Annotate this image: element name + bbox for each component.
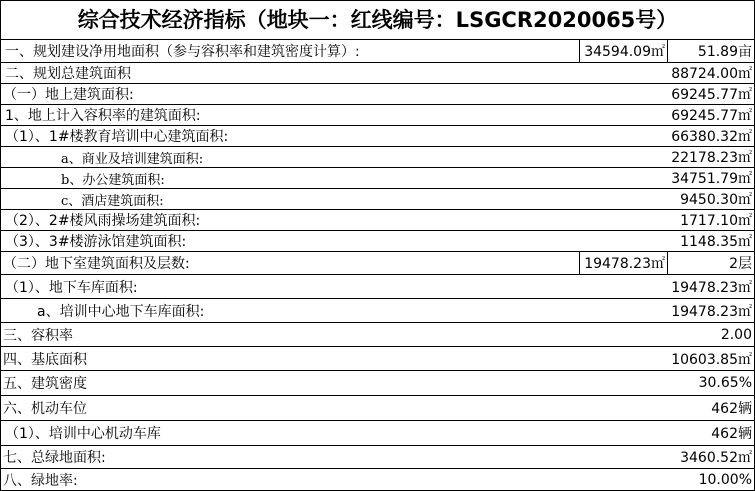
row-value: 9450.30㎡ bbox=[680, 192, 752, 208]
table-row bbox=[1, 323, 754, 347]
table-row bbox=[1, 40, 754, 63]
table-row bbox=[1, 231, 754, 252]
row-value: 69245.77㎡ bbox=[671, 108, 752, 124]
table-row bbox=[1, 63, 754, 84]
row-label: （2）、2#楼风雨操场建筑面积: bbox=[5, 213, 201, 229]
table-row bbox=[1, 210, 754, 231]
row-label: 八、绿地率: bbox=[3, 473, 78, 489]
row-label: c、酒店建筑面积: bbox=[61, 193, 164, 209]
row-label: 二、规划总建筑面积 bbox=[5, 66, 131, 82]
table-row bbox=[1, 396, 754, 421]
row-value: 462辆 bbox=[711, 401, 752, 417]
table-title: 综合技术经济指标（地块一：红线编号：LSGCR2020065号） bbox=[1, 1, 754, 40]
row-value: 51.89亩 bbox=[697, 44, 752, 60]
table-row bbox=[1, 469, 754, 491]
row-value: 66380.32㎡ bbox=[671, 129, 752, 145]
row-subvalue: 34594.09㎡ bbox=[579, 40, 668, 62]
row-value: 88724.00㎡ bbox=[671, 66, 752, 82]
row-value: 1148.35㎡ bbox=[680, 234, 752, 250]
row-label: （一）地上建筑面积: bbox=[3, 87, 134, 103]
table-row bbox=[1, 371, 754, 396]
row-subvalue: 19478.23㎡ bbox=[579, 252, 668, 274]
row-value: 22178.23㎡ bbox=[671, 150, 752, 166]
row-label: 1、地上计入容积率的建筑面积: bbox=[5, 108, 201, 124]
row-value: 2.00 bbox=[720, 326, 752, 343]
table-row bbox=[1, 252, 754, 275]
table-row bbox=[1, 275, 754, 299]
row-label: 三、容积率 bbox=[3, 327, 73, 344]
table-row bbox=[1, 347, 754, 371]
row-label: 一、规划建设净用地面积（参与容积率和建筑密度计算）: bbox=[5, 44, 360, 60]
row-label: a、培训中心地下车库面积: bbox=[37, 303, 205, 320]
row-value: 2层 bbox=[729, 256, 752, 272]
table-row bbox=[1, 126, 754, 147]
row-value: 30.65% bbox=[698, 375, 752, 391]
row-value: 34751.79㎡ bbox=[671, 171, 752, 187]
row-label: （1）、地下车库面积: bbox=[5, 279, 138, 296]
row-value: 69245.77㎡ bbox=[671, 87, 752, 103]
table-row bbox=[1, 189, 754, 210]
row-label: 五、建筑密度 bbox=[3, 376, 87, 392]
row-value: 10603.85㎡ bbox=[671, 351, 752, 368]
row-label: 六、机动车位 bbox=[3, 401, 87, 417]
row-label: （1）、1#楼教育培训中心建筑面积: bbox=[5, 129, 229, 145]
table-row bbox=[1, 446, 754, 469]
row-label: （1）、培训中心机动车库 bbox=[5, 426, 161, 442]
row-label: b、办公建筑面积: bbox=[61, 172, 165, 188]
row-value: 3460.52㎡ bbox=[680, 450, 752, 466]
row-label: 七、总绿地面积: bbox=[3, 450, 106, 466]
row-label: 四、基底面积 bbox=[3, 351, 87, 368]
row-value: 10.00% bbox=[698, 472, 752, 488]
table-row bbox=[1, 105, 754, 126]
row-value: 19478.23㎡ bbox=[671, 303, 752, 320]
table-row bbox=[1, 84, 754, 105]
row-label: （二）地下室建筑面积及层数: bbox=[3, 256, 190, 272]
table-row bbox=[1, 147, 754, 168]
row-value: 1717.10㎡ bbox=[680, 213, 752, 229]
table-row bbox=[1, 421, 754, 446]
table-row bbox=[1, 299, 754, 323]
row-label: （3）、3#楼游泳馆建筑面积: bbox=[5, 234, 187, 250]
row-label: a、商业及培训建筑面积: bbox=[61, 151, 204, 167]
row-value: 462辆 bbox=[711, 426, 752, 442]
row-value: 19478.23㎡ bbox=[671, 279, 752, 296]
table-row bbox=[1, 168, 754, 189]
